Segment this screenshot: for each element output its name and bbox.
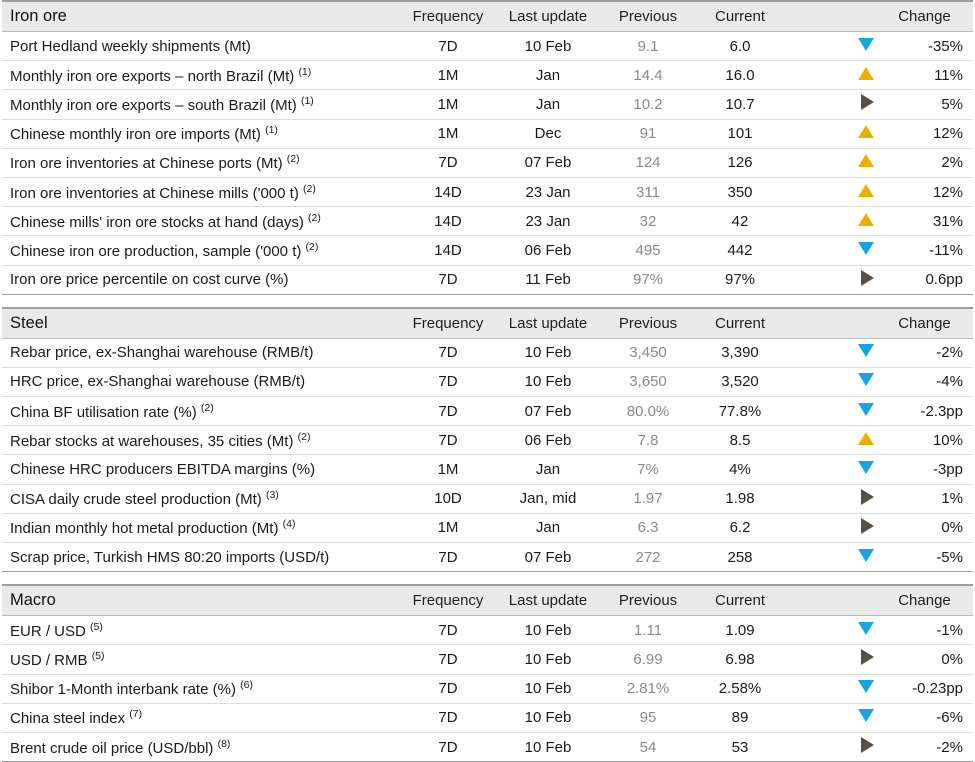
indicator-previous-value: 311 xyxy=(602,177,694,206)
indicator-frequency: 10D xyxy=(402,484,494,513)
indicator-previous-value: 2.81% xyxy=(602,674,694,703)
indicator-current-value: 1.98 xyxy=(694,484,786,513)
change-direction-down-icon xyxy=(786,616,876,645)
indicator-name: Shibor 1-Month interbank rate (%) $^{(6)}$ xyxy=(2,674,402,703)
triangle-up-icon xyxy=(858,125,874,138)
indicator-change-value: 0.6pp xyxy=(876,265,973,294)
change-direction-up-icon xyxy=(786,61,876,90)
table-row xyxy=(2,426,973,455)
footnote-marker: (1) xyxy=(298,65,312,78)
indicator-last-update: Jan xyxy=(494,61,602,90)
column-header-change: Change xyxy=(876,308,973,339)
change-direction-down-icon xyxy=(786,703,876,732)
indicator-previous-value: 272 xyxy=(602,543,694,572)
indicator-name: EUR / USD $^{(5)}$ xyxy=(2,616,402,645)
footnote-marker: (1) xyxy=(265,124,278,137)
change-direction-up-icon xyxy=(786,426,876,455)
column-header-last-update: Last update xyxy=(494,1,602,32)
indicator-previous-value: 97% xyxy=(602,265,694,294)
indicator-last-update: Jan xyxy=(494,455,602,484)
table-row xyxy=(2,265,973,294)
column-header-gap xyxy=(786,308,876,339)
column-header-frequency: Frequency xyxy=(402,1,494,32)
indicator-last-update: 07 Feb xyxy=(494,397,602,426)
table-row xyxy=(2,513,973,542)
footnote-marker: (6) xyxy=(240,679,253,692)
indicator-previous-value: 124 xyxy=(602,148,694,177)
indicator-name: Scrap price, Turkish HMS 80:20 imports (USD/t) xyxy=(2,543,402,572)
triangle-down-icon xyxy=(858,403,874,416)
indicator-frequency: 7D xyxy=(402,732,494,761)
table-row xyxy=(2,674,973,703)
indicator-change-value: -0.23pp xyxy=(876,674,973,703)
section-title: Iron ore xyxy=(2,1,402,32)
change-direction-flat-icon xyxy=(786,732,876,761)
indicator-last-update: Jan xyxy=(494,90,602,119)
indicator-last-update: 23 Jan xyxy=(494,177,602,206)
triangle-up-icon xyxy=(858,213,874,226)
indicator-current-value: 89 xyxy=(694,703,786,732)
indicator-previous-value: 1.97 xyxy=(602,484,694,513)
section-title: Steel xyxy=(2,308,402,339)
triangle-up-icon xyxy=(858,432,874,445)
triangle-down-icon xyxy=(858,680,874,693)
indicator-last-update: 10 Feb xyxy=(494,645,602,674)
triangle-down-icon xyxy=(858,38,874,51)
triangle-down-icon xyxy=(858,242,874,255)
indicator-name: Iron ore inventories at Chinese ports (Mt) $^{(2)}$ xyxy=(2,148,402,177)
indicator-current-value: 97% xyxy=(694,265,786,294)
triangle-flat-icon xyxy=(861,649,874,665)
indicator-change-value: -3pp xyxy=(876,455,973,484)
indicator-change-value: -2% xyxy=(876,338,973,367)
triangle-up-icon xyxy=(858,184,874,197)
indicator-change-value: 0% xyxy=(876,645,973,674)
indicator-last-update: 10 Feb xyxy=(494,674,602,703)
column-header-current: Current xyxy=(694,1,786,32)
footnote-marker: (3) xyxy=(265,489,279,502)
column-header-gap xyxy=(786,585,876,616)
footnote-marker: (1) xyxy=(300,94,314,107)
indicator-current-value: 442 xyxy=(694,236,786,265)
column-header-frequency: Frequency xyxy=(402,585,494,616)
change-direction-flat-icon xyxy=(786,484,876,513)
footnote-marker: (2) xyxy=(200,401,214,414)
footnote-marker: (7) xyxy=(129,708,143,721)
indicator-current-value: 16.0 xyxy=(694,61,786,90)
indicator-frequency: 1M xyxy=(402,455,494,484)
footnote-marker: (2) xyxy=(308,211,321,224)
footnote-marker: (5) xyxy=(91,649,105,662)
table-row xyxy=(2,90,973,119)
indicator-previous-value: 7.8 xyxy=(602,426,694,455)
indicator-current-value: 3,520 xyxy=(694,367,786,396)
table-row xyxy=(2,32,973,61)
indicator-name: Brent crude oil price (USD/bbl) $^{(8)}$ xyxy=(2,732,402,761)
footnote-marker: (2) xyxy=(303,182,316,195)
indicator-frequency: 7D xyxy=(402,338,494,367)
indicator-frequency: 1M xyxy=(402,513,494,542)
indicator-frequency: 14D xyxy=(402,177,494,206)
indicator-frequency: 1M xyxy=(402,90,494,119)
table-row xyxy=(2,455,973,484)
indicator-frequency: 7D xyxy=(402,367,494,396)
change-direction-down-icon xyxy=(786,236,876,265)
indicator-current-value: 258 xyxy=(694,543,786,572)
section-spacer xyxy=(2,294,973,308)
table-row xyxy=(2,367,973,396)
change-direction-down-icon xyxy=(786,455,876,484)
indicator-previous-value: 95 xyxy=(602,703,694,732)
indicator-grid xyxy=(2,0,973,762)
change-direction-flat-icon xyxy=(786,265,876,294)
section-header-macro xyxy=(2,585,973,616)
table-row xyxy=(2,732,973,761)
indicator-current-value: 6.2 xyxy=(694,513,786,542)
indicator-current-value: 1.09 xyxy=(694,616,786,645)
change-direction-down-icon xyxy=(786,543,876,572)
indicator-name: HRC price, ex-Shanghai warehouse (RMB/t) xyxy=(2,367,402,396)
column-header-previous: Previous xyxy=(602,1,694,32)
indicator-current-value: 2.58% xyxy=(694,674,786,703)
indicator-frequency: 7D xyxy=(402,616,494,645)
triangle-flat-icon xyxy=(861,489,874,505)
indicator-change-value: -5% xyxy=(876,543,973,572)
indicator-previous-value: 7% xyxy=(602,455,694,484)
table-row xyxy=(2,616,973,645)
section-header-steel xyxy=(2,308,973,339)
column-header-current: Current xyxy=(694,308,786,339)
table-row xyxy=(2,207,973,236)
indicator-current-value: 42 xyxy=(694,207,786,236)
column-header-frequency: Frequency xyxy=(402,308,494,339)
change-direction-down-icon xyxy=(786,32,876,61)
section-spacer xyxy=(2,572,973,586)
indicator-frequency: 7D xyxy=(402,265,494,294)
indicator-change-value: 12% xyxy=(876,119,973,148)
indicator-change-value: -2% xyxy=(876,732,973,761)
indicator-last-update: 23 Jan xyxy=(494,207,602,236)
change-direction-up-icon xyxy=(786,207,876,236)
indicator-change-value: -4% xyxy=(876,367,973,396)
triangle-down-icon xyxy=(858,709,874,722)
table-row xyxy=(2,484,973,513)
indicator-last-update: 10 Feb xyxy=(494,732,602,761)
indicator-change-value: -6% xyxy=(876,703,973,732)
triangle-down-icon xyxy=(858,461,874,474)
triangle-up-icon xyxy=(858,154,874,167)
change-direction-flat-icon xyxy=(786,645,876,674)
indicator-name: Rebar price, ex-Shanghai warehouse (RMB/t) xyxy=(2,338,402,367)
indicator-frequency: 7D xyxy=(402,426,494,455)
indicator-current-value: 3,390 xyxy=(694,338,786,367)
column-header-last-update: Last update xyxy=(494,585,602,616)
footnote-marker: (2) xyxy=(286,153,300,166)
footnote-marker: (4) xyxy=(282,518,296,531)
indicator-current-value: 77.8% xyxy=(694,397,786,426)
triangle-down-icon xyxy=(858,373,874,386)
triangle-down-icon xyxy=(858,549,874,562)
indicator-last-update: 06 Feb xyxy=(494,426,602,455)
triangle-flat-icon xyxy=(861,94,874,110)
indicator-previous-value: 495 xyxy=(602,236,694,265)
column-header-previous: Previous xyxy=(602,585,694,616)
indicator-frequency: 1M xyxy=(402,119,494,148)
table-row xyxy=(2,543,973,572)
indicator-last-update: 10 Feb xyxy=(494,703,602,732)
indicator-change-value: 10% xyxy=(876,426,973,455)
change-direction-flat-icon xyxy=(786,90,876,119)
table-row xyxy=(2,148,973,177)
triangle-flat-icon xyxy=(861,737,874,753)
section-header-iron-ore xyxy=(2,1,973,32)
footnote-marker: (2) xyxy=(297,430,311,443)
indicator-last-update: 11 Feb xyxy=(494,265,602,294)
indicator-frequency: 7D xyxy=(402,645,494,674)
indicator-change-value: -1% xyxy=(876,616,973,645)
indicator-current-value: 53 xyxy=(694,732,786,761)
indicator-change-value: 31% xyxy=(876,207,973,236)
change-direction-down-icon xyxy=(786,397,876,426)
indicator-current-value: 6.98 xyxy=(694,645,786,674)
indicator-name: USD / RMB $^{(5)}$ xyxy=(2,645,402,674)
column-header-last-update: Last update xyxy=(494,308,602,339)
indicator-name: Chinese monthly iron ore imports (Mt) $^{(1)}$ xyxy=(2,119,402,148)
indicator-name: Chinese iron ore production, sample ('000 t) $^{(2)}$ xyxy=(2,236,402,265)
change-direction-down-icon xyxy=(786,338,876,367)
indicator-frequency: 7D xyxy=(402,148,494,177)
indicator-previous-value: 1.11 xyxy=(602,616,694,645)
table-row xyxy=(2,61,973,90)
column-header-change: Change xyxy=(876,585,973,616)
footnote-marker: (5) xyxy=(90,620,103,633)
indicator-frequency: 7D xyxy=(402,674,494,703)
indicator-frequency: 7D xyxy=(402,703,494,732)
indicator-last-update: Dec xyxy=(494,119,602,148)
indicator-previous-value: 91 xyxy=(602,119,694,148)
indicator-name: Monthly iron ore exports – north Brazil (Mt) $^{(1)}$ xyxy=(2,61,402,90)
indicator-change-value: -35% xyxy=(876,32,973,61)
table-row xyxy=(2,119,973,148)
indicator-last-update: 10 Feb xyxy=(494,616,602,645)
change-direction-up-icon xyxy=(786,177,876,206)
change-direction-flat-icon xyxy=(786,513,876,542)
indicator-name: Rebar stocks at warehouses, 35 cities (Mt) $^{(2)}$ xyxy=(2,426,402,455)
footnote-marker: (8) xyxy=(217,737,231,750)
indicator-frequency: 7D xyxy=(402,397,494,426)
indicator-last-update: 06 Feb xyxy=(494,236,602,265)
triangle-down-icon xyxy=(858,622,874,635)
indicator-previous-value: 3,450 xyxy=(602,338,694,367)
change-direction-up-icon xyxy=(786,148,876,177)
indicator-change-value: -2.3pp xyxy=(876,397,973,426)
indicator-current-value: 350 xyxy=(694,177,786,206)
indicator-last-update: 07 Feb xyxy=(494,148,602,177)
column-header-current: Current xyxy=(694,585,786,616)
indicator-change-value: 2% xyxy=(876,148,973,177)
change-direction-up-icon xyxy=(786,119,876,148)
indicator-previous-value: 9.1 xyxy=(602,32,694,61)
column-header-change: Change xyxy=(876,1,973,32)
table-row xyxy=(2,236,973,265)
indicator-previous-value: 10.2 xyxy=(602,90,694,119)
indicator-frequency: 14D xyxy=(402,236,494,265)
indicator-frequency: 14D xyxy=(402,207,494,236)
indicator-last-update: 10 Feb xyxy=(494,32,602,61)
triangle-flat-icon xyxy=(861,270,874,286)
indicator-last-update: 10 Feb xyxy=(494,338,602,367)
indicator-name: Monthly iron ore exports – south Brazil (Mt) $^{(1)}$ xyxy=(2,90,402,119)
indicator-name: Iron ore inventories at Chinese mills ('000 t) $^{(2)}$ xyxy=(2,177,402,206)
indicator-current-value: 8.5 xyxy=(694,426,786,455)
indicator-name: Indian monthly hot metal production (Mt) $^{(4)}$ xyxy=(2,513,402,542)
indicator-current-value: 10.7 xyxy=(694,90,786,119)
indicator-frequency: 7D xyxy=(402,32,494,61)
indicator-change-value: 0% xyxy=(876,513,973,542)
indicator-current-value: 126 xyxy=(694,148,786,177)
indicator-previous-value: 6.99 xyxy=(602,645,694,674)
indicator-name: Chinese mills' iron ore stocks at hand (days) $^{(2)}$ xyxy=(2,207,402,236)
indicator-last-update: 07 Feb xyxy=(494,543,602,572)
indicator-change-value: 1% xyxy=(876,484,973,513)
table-row xyxy=(2,177,973,206)
indicator-change-value: 11% xyxy=(876,61,973,90)
indicator-change-value: 5% xyxy=(876,90,973,119)
indicator-last-update: Jan xyxy=(494,513,602,542)
indicator-current-value: 4% xyxy=(694,455,786,484)
column-header-gap xyxy=(786,1,876,32)
triangle-up-icon xyxy=(858,67,874,80)
indicator-name: China steel index $^{(7)}$ xyxy=(2,703,402,732)
indicator-previous-value: 80.0% xyxy=(602,397,694,426)
indicator-previous-value: 14.4 xyxy=(602,61,694,90)
indicator-frequency: 7D xyxy=(402,543,494,572)
column-header-previous: Previous xyxy=(602,308,694,339)
indicator-name: China BF utilisation rate (%) $^{(2)}$ xyxy=(2,397,402,426)
indicator-name: Chinese HRC producers EBITDA margins (%) xyxy=(2,455,402,484)
indicator-previous-value: 6.3 xyxy=(602,513,694,542)
indicator-previous-value: 3,650 xyxy=(602,367,694,396)
indicator-name: Port Hedland weekly shipments (Mt) xyxy=(2,32,402,61)
indicator-previous-value: 54 xyxy=(602,732,694,761)
indicator-name: CISA daily crude steel production (Mt) $^{(3)}$ xyxy=(2,484,402,513)
footnote-marker: (2) xyxy=(305,240,319,253)
indicator-name: Iron ore price percentile on cost curve (%) xyxy=(2,265,402,294)
section-title: Macro xyxy=(2,585,402,616)
table-row xyxy=(2,338,973,367)
table-row xyxy=(2,703,973,732)
indicator-last-update: 10 Feb xyxy=(494,367,602,396)
triangle-flat-icon xyxy=(861,518,874,534)
indicator-current-value: 6.0 xyxy=(694,32,786,61)
change-direction-down-icon xyxy=(786,367,876,396)
indicator-change-value: 12% xyxy=(876,177,973,206)
indicator-last-update: Jan, mid xyxy=(494,484,602,513)
table-row xyxy=(2,645,973,674)
table-row xyxy=(2,397,973,426)
indicator-change-value: -11% xyxy=(876,236,973,265)
indicator-current-value: 101 xyxy=(694,119,786,148)
change-direction-down-icon xyxy=(786,674,876,703)
indicator-frequency: 1M xyxy=(402,61,494,90)
indicator-previous-value: 32 xyxy=(602,207,694,236)
triangle-down-icon xyxy=(858,344,874,357)
